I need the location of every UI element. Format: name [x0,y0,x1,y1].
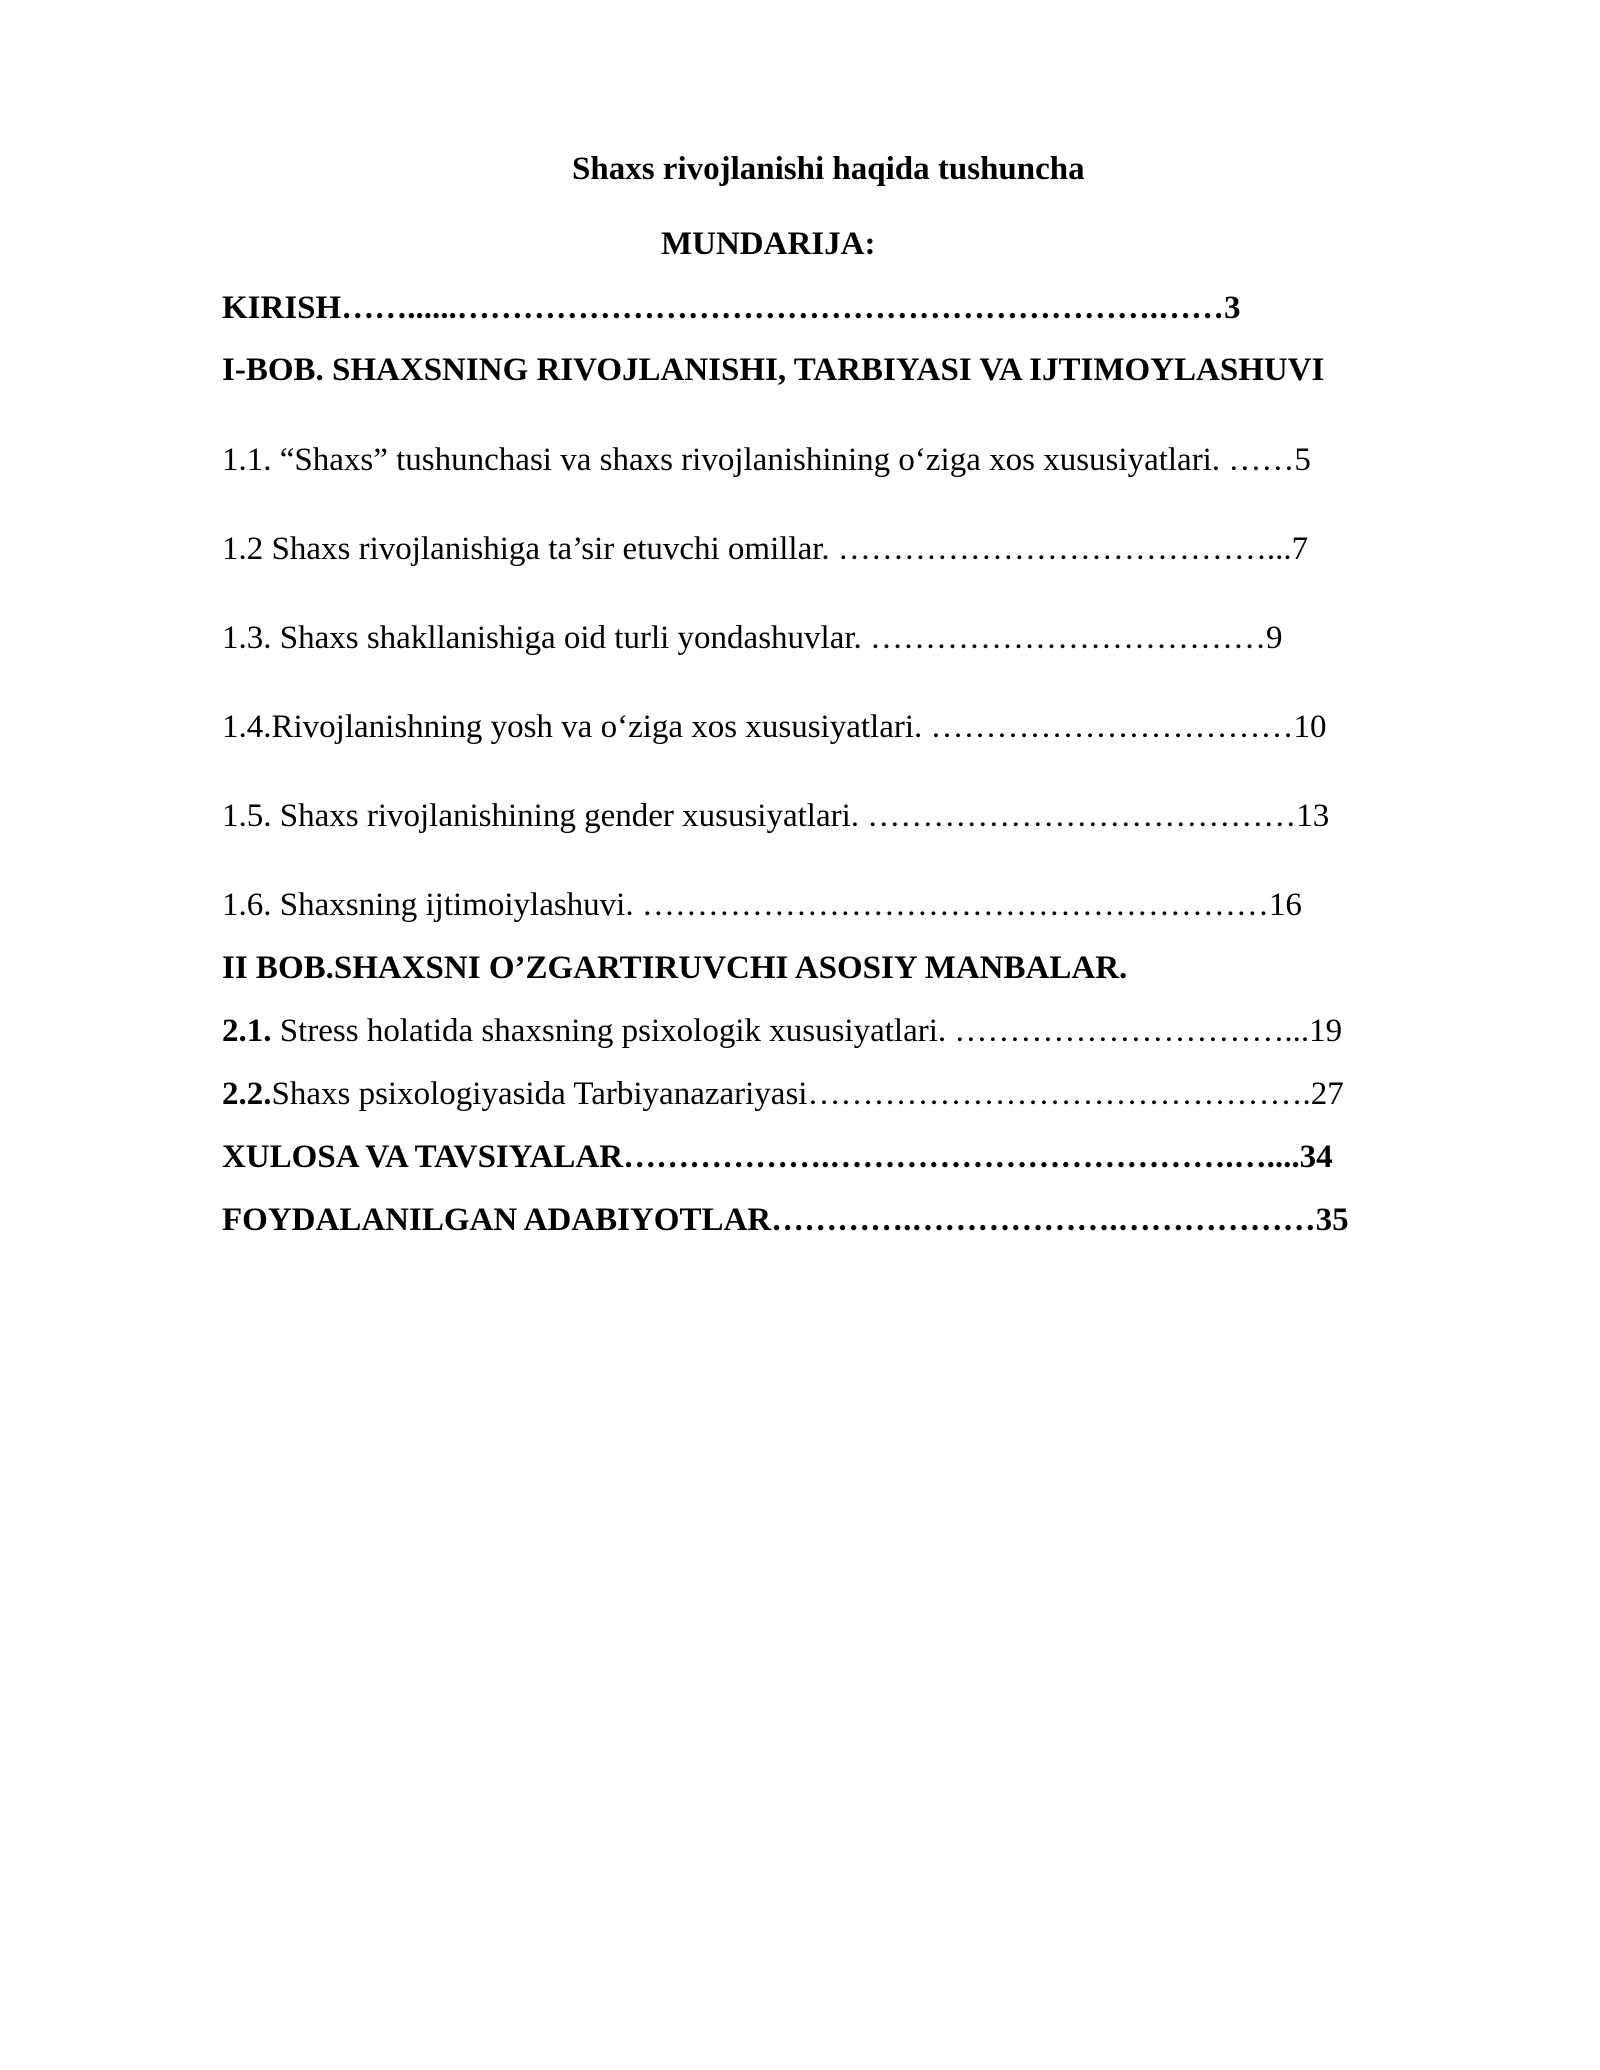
toc-entry-text: Stress holatida shaxsning psixologik xususiyatlari. …………………………...19 [271,1013,1343,1049]
toc-entry-1-3: 1.3. Shaxs shakllanishiga oid turli yondashuvlar. ………………………………9 [222,620,1283,656]
toc-chapter-2: II BOB.SHAXSNI O’ZGARTIRUVCHI ASOSIY MANBALAR. [222,950,1128,986]
toc-entry-kirish: KIRISH……......……………………………………………………….……3 [222,290,1241,326]
toc-entry-1-4: 1.4.Rivojlanishning yosh va o‘ziga xos xususiyatlari. ……………………………10 [222,709,1327,745]
toc-entry-1-2: 1.2 Shaxs rivojlanishiga ta’sir etuvchi omillar. …………………………………...7 [222,531,1309,567]
toc-entry-adabiyotlar: FOYDALANILGAN ADABIYOTLAR………….……………….………………35 [222,1202,1349,1238]
toc-entry-xulosa: XULOSA VA TAVSIYALAR……………….……………………………….…....34 [222,1139,1333,1175]
document-title: Shaxs rivojlanishi haqida tushuncha [572,151,1085,187]
toc-entry-1-6: 1.6. Shaxsning ijtimoiylashuvi. …………………………………………………16 [222,887,1302,923]
toc-chapter-1: I-BOB. SHAXSNING RIVOJLANISHI, TARBIYASI VA IJTIMOYLASHUVI [222,352,1325,388]
toc-entry-1-1: 1.1. “Shaxs” tushunchasi va shaxs rivojlanishining o‘ziga xos xususiyatlari. ……5 [222,442,1311,478]
toc-entry-2-1 [222,1011,1342,1051]
toc-heading: MUNDARIJA: [661,226,876,262]
toc-entry-1-5: 1.5. Shaxs rivojlanishining gender xususiyatlari. …………………………………13 [222,798,1330,834]
toc-entry-number: 2.2. [222,1076,272,1112]
toc-entry-number: 2.1. [222,1013,272,1049]
toc-entry-2-2 [222,1074,1344,1114]
toc-entry-text: Shaxs psixologiyasida Tarbiyanazariyasi……………………………………….27 [271,1076,1344,1112]
